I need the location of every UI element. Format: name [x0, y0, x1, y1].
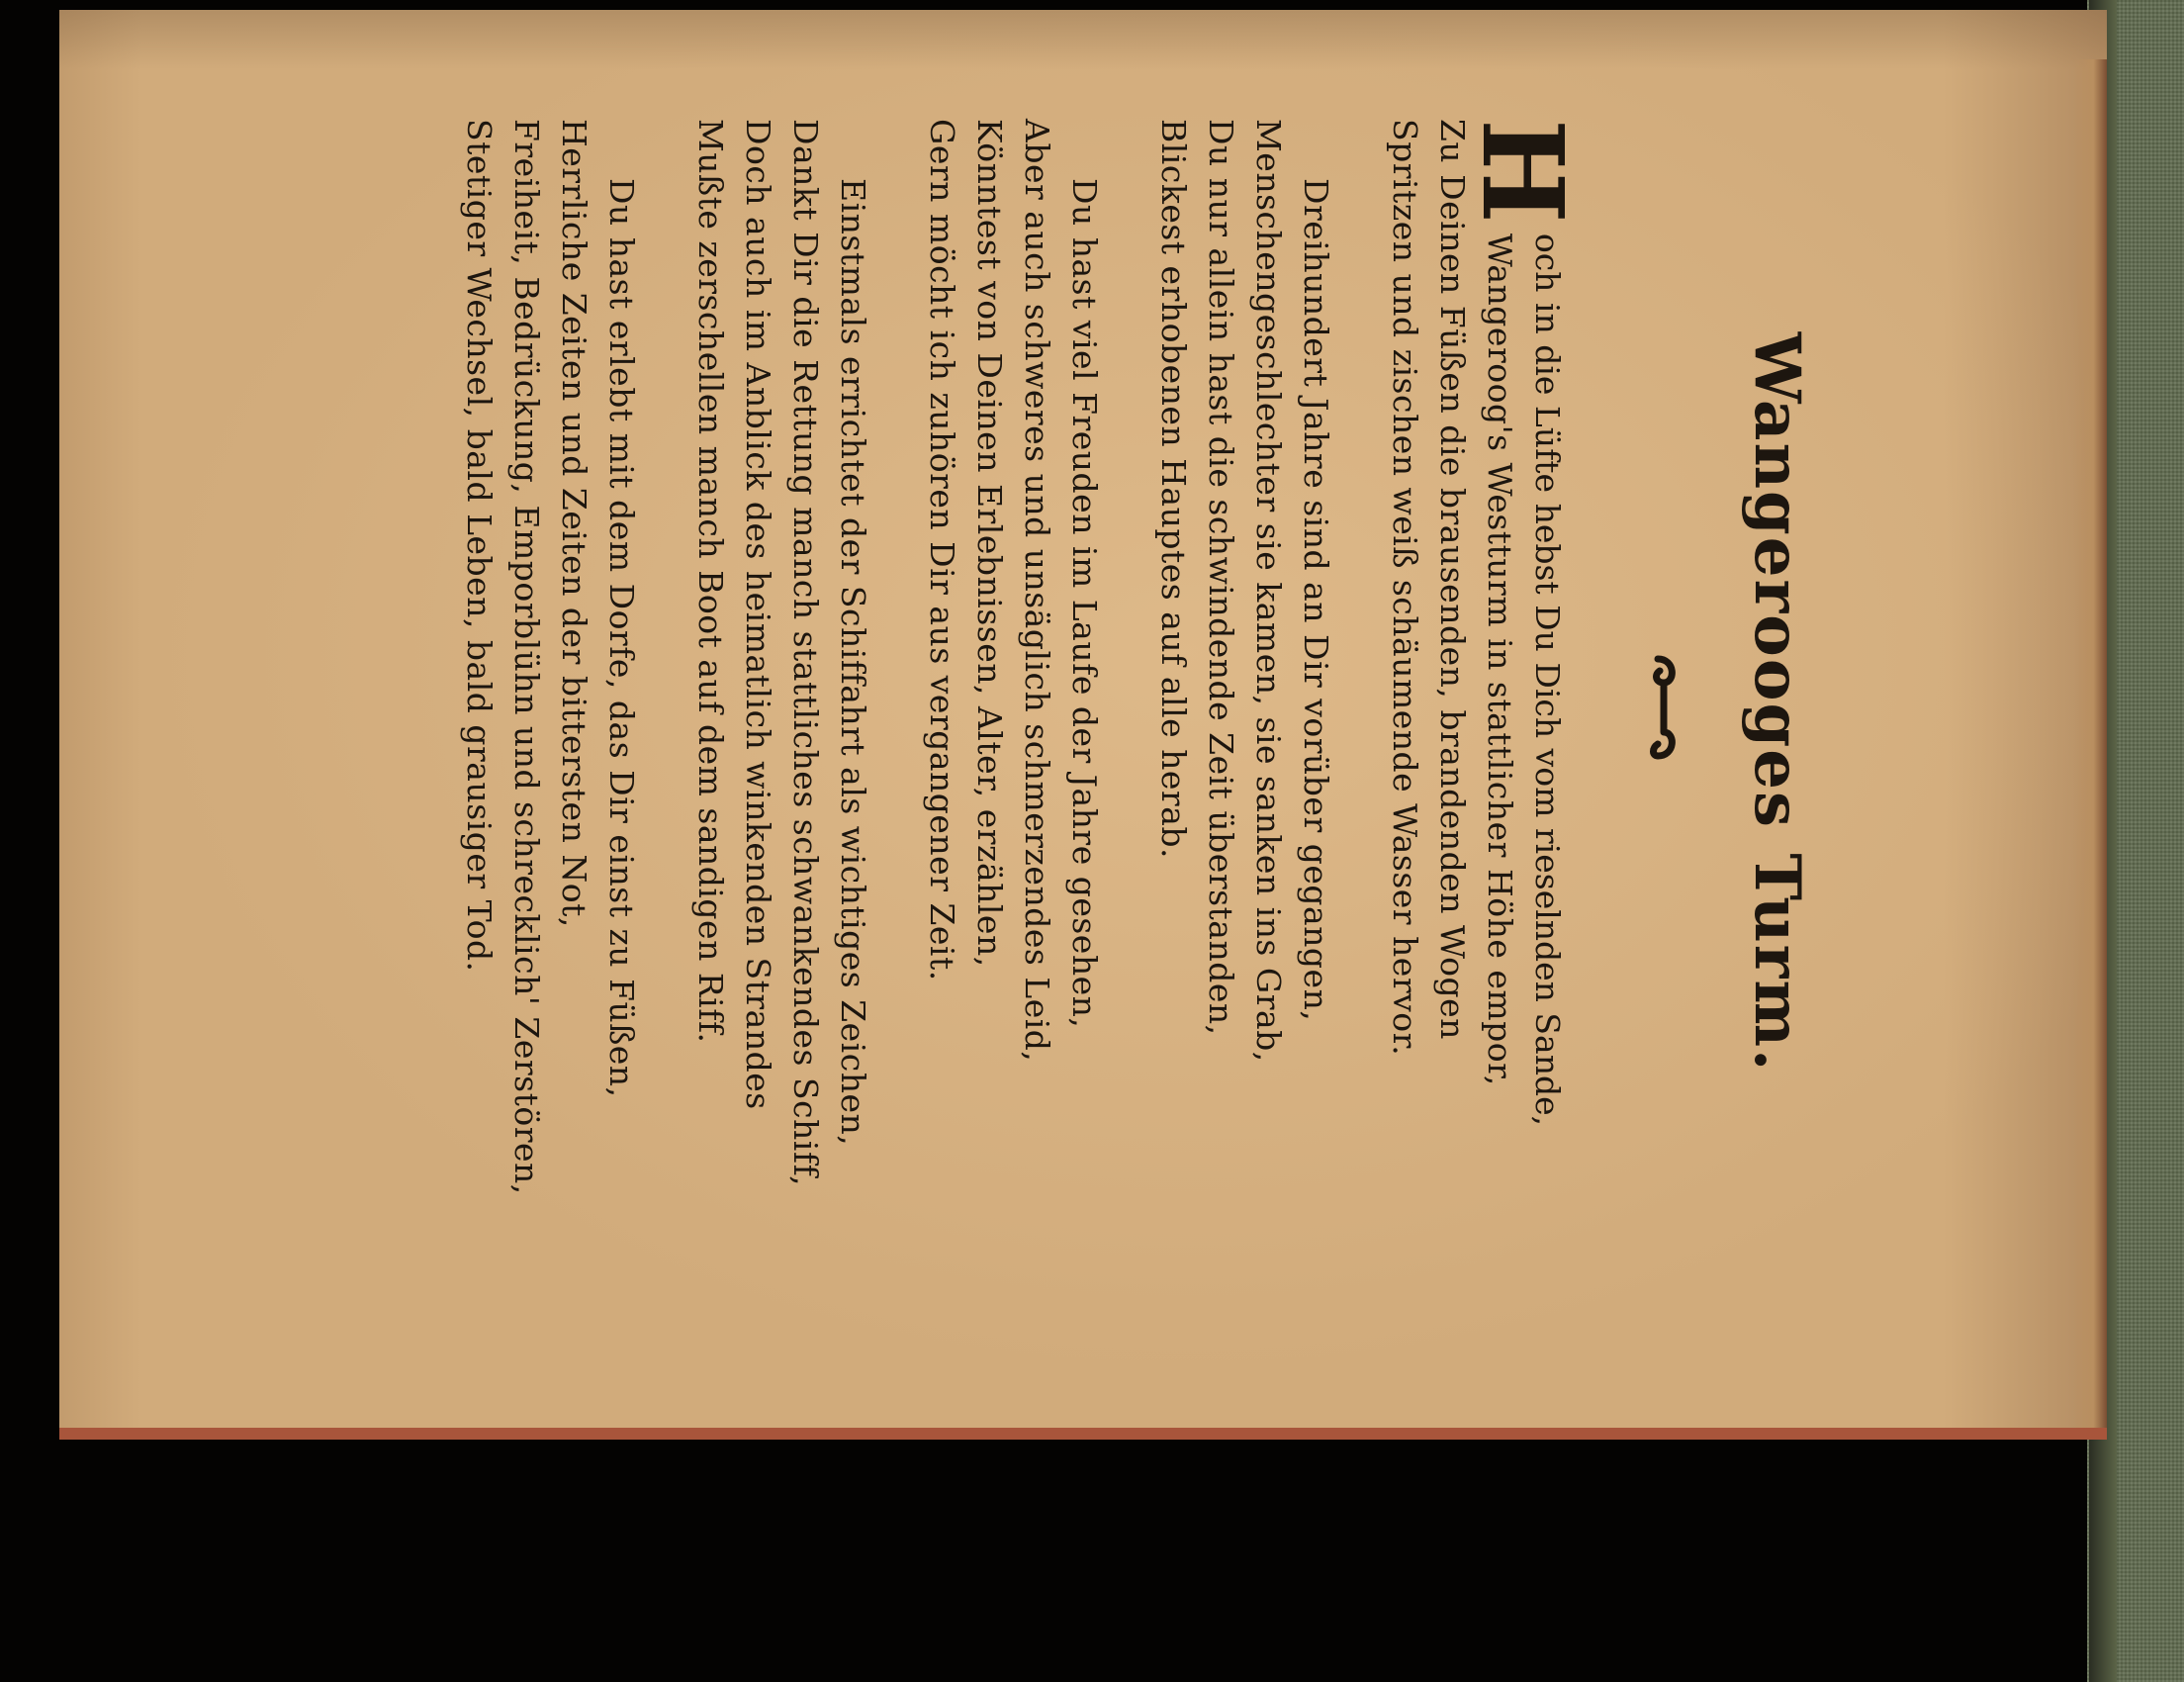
poem-line: Stetiger Wechsel, bald Leben, bald grausiger Tod. [460, 119, 499, 973]
poem-line: Einstmals errichtet der Schiffahrt als wichtiges Zeichen, [834, 178, 872, 1147]
poem-line: Aber auch schweres und unsäglich schmerzendes Leid, [1018, 119, 1056, 1063]
poem-stanzas [413, 119, 1587, 1286]
poem-line: Mußte zerschellen manch Boot auf dem sandigen Riff. [691, 119, 730, 1044]
poem-line: Blickest erhobenen Hauptes auf alle herab. [1154, 119, 1193, 859]
stanza-1 [1381, 119, 1587, 1286]
poem-line: Gern möcht ich zuhören Dir aus vergangener Zeit. [923, 119, 961, 981]
poem-line: Dreihundert Jahre sind an Dir vorüber gegangen, [1297, 178, 1335, 1022]
stanza-5 [455, 119, 645, 1286]
poem-line: Könntest von Deinen Erlebnissen, Alter, erzählen, [970, 119, 1009, 968]
page-edge-bottom [59, 1428, 2107, 1440]
page-edge-right [2073, 59, 2107, 1440]
poem-line: Menschengeschlechter sie kamen, sie sanken ins Grab, [1249, 119, 1288, 1063]
poem-line: Dankt Dir die Rettung manch stattliches schwankendes Schiff, [786, 119, 825, 1187]
poem-text-block [372, 119, 1816, 1286]
ornament-divider-icon [1646, 653, 1685, 762]
stanza-4 [686, 119, 876, 1286]
stanza-3 [918, 119, 1108, 1286]
poem-line: Freiheit, Bedrückung, Emporblühn und schrecklich' Zerstören, [507, 119, 546, 1195]
poem-line: Du hast viel Freuden im Laufe der Jahre gesehen, [1065, 178, 1104, 1029]
poem-line: Du hast erlebt mit dem Dorfe, das Dir einst zu Füßen, [602, 178, 641, 1098]
poem-line: Doch auch im Anblick des heimatlich winkenden Strandes [739, 119, 777, 1110]
poem-line: Spritzen und zischen weiß schäumende Wasser hervor. [1386, 119, 1424, 1057]
page-gutter-shadow [59, 10, 2107, 69]
poem-line: Herrliche Zeiten und Zeiten der bittersten Not, [555, 119, 593, 928]
poem-line: Zu Deinen Füßen die brausenden, brandenden Wogen [1433, 119, 1472, 1040]
poem-line: Wangeroog's Westturm in stattlicher Höhe empor, [1481, 233, 1519, 1086]
poem-line: Du nur allein hast die schwindende Zeit überstanden, [1202, 119, 1240, 1036]
poem-line: och in die Lüfte hebst Du Dich vom rieselnden Sande, [1528, 233, 1567, 1127]
stanza-2 [1149, 119, 1339, 1286]
drop-cap: H [1457, 119, 1587, 224]
poem-title: Wangerooges Turm. [1740, 331, 1814, 1074]
